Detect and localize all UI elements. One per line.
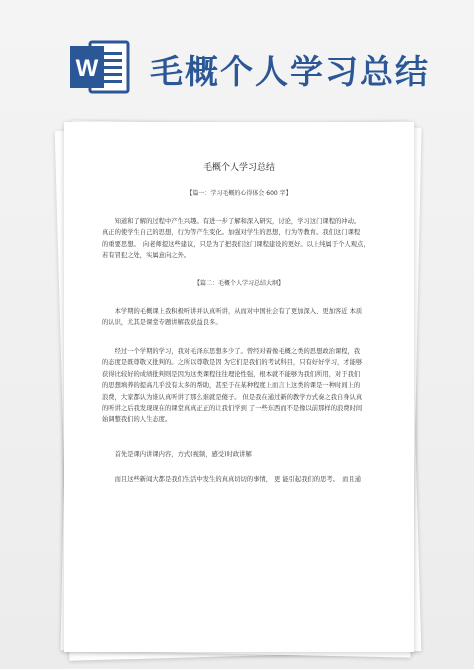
section-heading: 【篇二：毛概个人学习总结大纲】 [193, 280, 284, 287]
paragraph-line: 浪费，大家都认为谁认真听讲了那么谁就是傻子。 但是我在通过新的教学方式奏之我自身认真 [102, 393, 363, 401]
header-banner [0, 0, 474, 118]
paragraph-line: 真正的使学生自己的思想，行为等产生变化。加强对学生的思想，行为等教育。我们这门课程 [102, 229, 361, 237]
paragraph-line: 知道和了解的过程中产生兴趣。有进一步了解和深入研究，讨论，学习这门课程的冲动。 [114, 218, 361, 225]
paragraph-line: 而且这些新闻大都是我们生活中发生的真真切切的事情， 更 能引起我们的思考。 而且通 [114, 476, 362, 483]
paragraph [102, 216, 394, 262]
paragraph-line: 的思想填养的提高几乎没有太多的帮助，甚至于在某种程度上而言上这类的课是一种时间上的 [102, 382, 361, 390]
paragraph [102, 346, 394, 426]
document-title: 毛概个人学习总结 [202, 163, 275, 173]
word-icon [70, 38, 130, 96]
paragraph-line: 若有冒犯之处，实属意向之外。 [102, 252, 191, 260]
paragraph [102, 474, 394, 485]
paragraph-line: 首先是课内讲课内容，方式(视频，感受)时政讲解 [114, 451, 252, 458]
paragraph-line: 的认识，尤其是课堂专题讲解我获益良多。 [102, 319, 222, 327]
paragraph-line: 获得比较好的成绩批判则是因为这类课程往往理论性强，根本就不能够为我们所用，对于我们 [102, 370, 361, 378]
paragraph [102, 449, 394, 460]
paragraph-line: 的重要思想。 向老师提这些建议，只是为了把我们这门课程建设的更好。以上纯属于个人观点， [102, 240, 370, 248]
paragraph [102, 306, 394, 329]
section-heading: 【篇一：学习毛概的心得体会 600 字】 [186, 190, 292, 197]
paragraph-line: 始调整我们的人生态度。 [102, 416, 172, 424]
word-icon-letter: W [75, 55, 99, 82]
paragraph-line: 的听讲之后我发现现在的课堂真真正正的让我们学到 了一些东西而不是像以前那样的浪费时间 [102, 405, 363, 413]
paragraph-line: 经过一个学期的学习，我对毛泽东思想多少了。曾经对着像毛概之类的思想政治课程，我 [114, 348, 361, 355]
paragraph-line: 本学期的毛概课上我积极听讲并认真听讲，从而对中国社会有了更加深入、更加客近 本质 [114, 308, 363, 315]
banner-title: 毛概个人学习总结 [150, 52, 430, 91]
document-page [64, 122, 414, 652]
paragraph-line: 的态度是既尊敬又批判的。之所以尊敬是因 为它们是我们的考试科目，只有好好学习，才能够 [102, 359, 363, 367]
